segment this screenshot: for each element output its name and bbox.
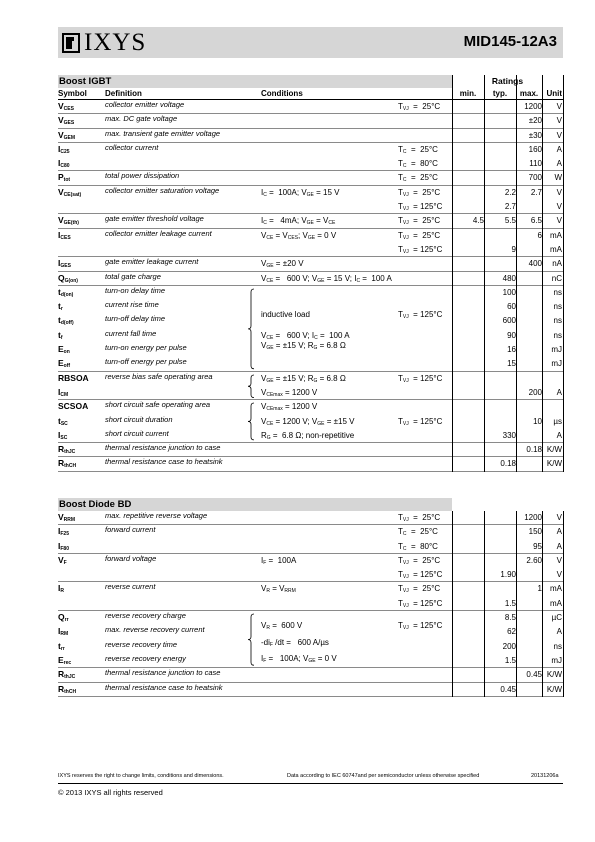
col-typ: typ.	[492, 89, 508, 98]
definition-cell: forward voltage	[105, 553, 157, 563]
unit-cell: mJ	[551, 359, 562, 369]
typ-cell: 330	[502, 430, 516, 440]
unit-cell: V	[556, 116, 562, 126]
typ-cell: 1.5	[504, 655, 516, 665]
col-symbol: Symbol	[58, 89, 87, 98]
symbol-cell: $R_{thCH}$	[58, 683, 77, 695]
temperature-cell: $T_{VJ} = 25^\circ C$	[398, 555, 441, 566]
conditions-cell: $I_F = 100A$	[261, 555, 297, 566]
column-divider	[452, 75, 453, 472]
conditions-cell: $V_{GE} = \pm 20$ V	[261, 259, 304, 270]
symbol-cell: $I_{C25}$	[58, 143, 70, 155]
definition-cell: max. transient gate emitter voltage	[105, 128, 221, 138]
symbol-cell: $Q_{rr}$	[58, 612, 69, 624]
symbol-cell: $I_{C80}$	[58, 158, 70, 170]
definition-cell: turn-on delay time	[105, 285, 166, 295]
max-cell: ±30	[528, 130, 542, 140]
unit-cell: V	[556, 513, 562, 522]
typ-cell: 2.7	[504, 202, 516, 212]
definition-cell: max. DC gate voltage	[105, 114, 178, 124]
symbol-cell: $V_{RRM}$	[58, 512, 76, 523]
definition-cell: current rise time	[105, 300, 159, 310]
symbol-cell: $E_{off}$	[58, 358, 71, 370]
unit-cell: mA	[550, 598, 562, 608]
max-cell: 110	[529, 159, 542, 169]
typ-cell: 15	[507, 359, 516, 369]
symbol-cell: $I_{F25}$	[58, 526, 69, 538]
unit-cell: A	[556, 387, 562, 397]
temperature-cell: $T_{VJ} = 125^\circ C$	[398, 244, 443, 255]
max-cell: 400	[528, 259, 542, 269]
temperature-cell: $T_{VJ} = 125^\circ C$	[398, 373, 443, 384]
unit-cell: V	[556, 555, 562, 565]
typ-cell: 480	[502, 273, 516, 283]
max-cell: 1	[537, 584, 542, 594]
definition-cell: collector current	[105, 142, 159, 152]
typ-cell: 200	[502, 641, 516, 651]
temperature-cell: $T_C = 25^\circ C$	[398, 173, 438, 184]
symbol-cell: $V_{GE(th)}$	[58, 215, 79, 227]
definition-cell: reverse bias safe operating area	[105, 371, 213, 381]
table-row	[58, 143, 563, 157]
definition-cell: turn-off delay time	[105, 314, 166, 324]
typ-cell: 1.5	[504, 598, 516, 608]
definition-cell: short circuit safe operating area	[105, 400, 211, 410]
typ-cell: 9	[511, 244, 516, 254]
definition-cell: thermal resistance junction to case	[105, 668, 221, 678]
column-divider	[516, 75, 517, 472]
section-title: Boost Diode BD	[58, 498, 452, 511]
symbol-cell: $V_{CES}$	[58, 101, 74, 112]
part-number: MID145-12A3	[463, 33, 557, 50]
symbol-cell: $V_{CE(sat)}$	[58, 186, 82, 198]
max-cell: 700	[528, 173, 542, 183]
temperature-cell: $T_{VJ} = 125^\circ C$	[398, 416, 443, 427]
col-conditions: Conditions	[261, 89, 303, 98]
col-min: min.	[459, 89, 477, 98]
temperature-cell: $T_{VJ} = 25^\circ C$	[398, 584, 441, 595]
max-cell: 1200	[524, 513, 542, 522]
symbol-cell: $t_{d(off)}$	[58, 315, 74, 327]
unit-cell: K/W	[546, 670, 562, 680]
temperature-cell: $T_C = 80^\circ C$	[398, 159, 438, 170]
symbol-cell: $t_f$	[58, 329, 63, 341]
unit-cell: A	[556, 144, 562, 154]
boost-igbt-table	[58, 75, 563, 472]
column-divider	[516, 511, 517, 697]
typ-cell: 90	[507, 330, 516, 340]
conditions-cell: $V_R = 600$ V	[261, 621, 303, 632]
diode-rows	[58, 511, 563, 697]
unit-cell: nA	[552, 259, 562, 269]
column-divider	[563, 75, 564, 472]
max-cell: 1200	[524, 102, 542, 111]
definition-cell: reverse recovery charge	[105, 611, 186, 621]
max-cell: 200	[528, 387, 542, 397]
definition-cell: forward current	[105, 525, 156, 535]
symbol-cell: $R_{thCH}$	[58, 458, 77, 470]
symbol-cell: $V_F$	[58, 554, 67, 566]
unit-cell: ns	[553, 316, 562, 326]
definition-cell: thermal resistance junction to case	[105, 443, 221, 453]
symbol-cell: $I_{F80}$	[58, 540, 69, 552]
conditions-cell: $V_{CE} = 600$ V; $V_{GE} = 15$ V; $I_C = 100$ A	[261, 273, 392, 284]
max-cell: 150	[528, 527, 542, 537]
column-divider	[542, 511, 543, 697]
typ-cell: 62	[507, 627, 516, 637]
conditions-cell: $I_C = 4mA$; $V_{GE} = V_{CE}$	[261, 216, 336, 227]
unit-cell: A	[556, 627, 562, 637]
table-row	[58, 554, 563, 568]
unit-cell: A	[556, 159, 562, 169]
col-max: max.	[519, 89, 539, 98]
ratings-label: Ratings	[491, 76, 524, 86]
symbol-cell: $I_{SC}$	[58, 429, 68, 441]
symbol-cell: $Q_{G(on)}$	[58, 272, 78, 284]
typ-cell: 5.5	[504, 216, 516, 226]
typ-cell: 8.5	[504, 613, 516, 623]
footer-divider	[58, 783, 563, 784]
definition-cell: collector emitter saturation voltage	[105, 185, 220, 195]
definition-cell: thermal resistance case to heatsink	[105, 457, 223, 467]
unit-cell: W	[554, 173, 562, 183]
symbol-cell: $I_{GES}$	[58, 258, 71, 270]
definition-cell: current fall time	[105, 328, 157, 338]
unit-cell: V	[556, 202, 562, 212]
definition-cell: short circuit duration	[105, 414, 173, 424]
temperature-cell: $T_{VJ} = 25^\circ C$	[398, 216, 441, 227]
typ-cell: 60	[507, 302, 516, 312]
unit-cell: mA	[550, 244, 562, 254]
ixys-logo	[62, 30, 146, 55]
condition-group-brace	[248, 288, 256, 370]
unit-cell: ns	[553, 330, 562, 340]
typ-cell: 2.2	[504, 187, 516, 197]
conditions-cell: $-di_F$ /dt = 600 A/µs	[261, 637, 329, 648]
ixys-logo-icon	[62, 33, 80, 53]
conditions-cell: $V_{CEmax} = 1200$ V	[261, 387, 318, 398]
section-title: Boost IGBT	[58, 75, 452, 88]
definition-cell: reverse current	[105, 582, 156, 592]
conditions-cell: $V_{GE} = \pm 15$ V; $R_G = 6.8$ Ω	[261, 373, 346, 384]
typ-cell: 100	[502, 287, 516, 297]
column-divider	[563, 511, 564, 697]
definition-cell: reverse recovery energy	[105, 653, 186, 663]
symbol-cell: $R_{thJC}$	[58, 444, 76, 456]
typ-cell: 0.18	[500, 459, 516, 469]
conditions-cell: $I_F = 100A$; $V_{GE} = 0$ V	[261, 653, 337, 664]
definition-cell: reverse recovery time	[105, 639, 178, 649]
table-row	[58, 582, 563, 596]
temperature-cell: $T_{VJ} = 25^\circ C$	[398, 230, 441, 241]
column-divider	[542, 75, 543, 472]
symbol-cell: $R_{thJC}$	[58, 669, 76, 681]
unit-cell: ns	[553, 641, 562, 651]
symbol-cell: $I_{CES}$	[58, 229, 71, 241]
condition-group-brace	[248, 374, 256, 399]
unit-cell: A	[556, 430, 562, 440]
definition-cell: collector emitter leakage current	[105, 228, 212, 238]
conditions-cell: $V_{CE} = 1200$ V; $V_{GE} = \pm 15$ V	[261, 416, 355, 427]
symbol-cell: $I_R$	[58, 583, 64, 595]
table-row	[58, 525, 563, 539]
min-cell: 4.5	[472, 216, 484, 226]
unit-cell: K/W	[546, 445, 562, 455]
unit-cell: µC	[551, 613, 562, 623]
unit-cell: V	[556, 102, 562, 111]
unit-cell: mJ	[551, 345, 562, 355]
conditions-cell: $V_{CEmax} = 1200$ V	[261, 402, 318, 413]
unit-cell: A	[556, 541, 562, 551]
symbol-cell: RBSOA	[58, 372, 89, 383]
unit-cell: mA	[550, 584, 562, 594]
symbol-cell: $t_{d(on)}$	[58, 286, 74, 298]
conditions-cell: $V_{GE} = \pm 15$ V; $R_G = 6.8$ Ω	[261, 341, 346, 352]
typ-cell: 16	[507, 345, 516, 355]
symbol-cell: $t_{SC}$	[58, 415, 68, 427]
temperature-cell: $T_{VJ} = 125^\circ C$	[398, 202, 443, 213]
symbol-cell: SCSOA	[58, 401, 89, 412]
max-cell: 0.45	[526, 670, 542, 680]
column-divider	[484, 511, 485, 697]
symbol-cell: $V_{GEM}$	[58, 129, 76, 141]
max-cell: ±20	[528, 116, 542, 126]
max-cell: 95	[533, 541, 542, 551]
unit-cell: ns	[553, 302, 562, 312]
temperature-cell: $T_C = 80^\circ C$	[398, 541, 438, 552]
igbt-rows	[58, 100, 563, 472]
boost-diode-table	[58, 498, 563, 697]
table-row	[58, 186, 563, 200]
definition-cell: gate emitter leakage current	[105, 257, 199, 267]
max-cell: 6.5	[530, 216, 542, 226]
max-cell: 2.60	[526, 555, 542, 565]
unit-cell: mA	[550, 230, 562, 240]
table-row	[58, 372, 563, 386]
symbol-cell: $t_{rr}$	[58, 640, 65, 652]
condition-group-brace	[248, 613, 256, 666]
temperature-cell: $T_{VJ} = 25^\circ C$	[398, 187, 441, 198]
footer-standard-note: Data according to IEC 60747and per semiconductor unless otherwise specified	[287, 773, 480, 779]
max-cell: 160	[528, 144, 542, 154]
copyright: © 2013 IXYS all rights reserved	[58, 788, 163, 797]
temperature-cell: $T_{VJ} = 125^\circ C$	[398, 621, 443, 632]
page-header	[58, 27, 563, 58]
table-row	[58, 229, 563, 243]
col-unit: Unit	[546, 89, 562, 98]
definition-cell: short circuit current	[105, 428, 169, 438]
col-definition: Definition	[105, 89, 142, 98]
max-cell: 10	[533, 416, 542, 426]
unit-cell: µs	[553, 416, 562, 426]
unit-cell: ns	[553, 287, 562, 297]
temperature-cell: $T_{VJ} = 125^\circ C$	[398, 598, 443, 609]
unit-cell: V	[556, 130, 562, 140]
unit-cell: V	[556, 216, 562, 226]
temperature-cell: $T_{VJ} = 25^\circ C$	[398, 102, 441, 112]
symbol-cell: $E_{rec}$	[58, 654, 72, 666]
symbol-cell: $t_r$	[58, 301, 63, 313]
typ-cell: 600	[502, 316, 516, 326]
unit-cell: mJ	[551, 655, 562, 665]
max-cell: 0.18	[526, 445, 542, 455]
temperature-cell: $T_{VJ} = 25^\circ C$	[398, 513, 441, 523]
logo-text: IXYS	[84, 29, 147, 56]
symbol-cell: $I_{RM}$	[58, 626, 69, 638]
definition-cell: total power dissipation	[105, 171, 180, 181]
definition-cell: thermal resistance case to heatsink	[105, 682, 223, 692]
definition-cell: gate emitter threshold voltage	[105, 214, 204, 224]
conditions-cell: $I_C = 100A$; $V_{GE} = 15$ V	[261, 187, 340, 198]
symbol-cell: $V_{GES}$	[58, 115, 75, 127]
symbol-cell: $I_{CM}$	[58, 386, 69, 398]
footer-disclaimer: IXYS reserves the right to change limits, conditions and dimensions.	[58, 773, 224, 779]
column-divider	[484, 75, 485, 472]
typ-cell: 0.45	[500, 684, 516, 694]
column-divider	[452, 511, 453, 697]
symbol-cell: $P_{tot}$	[58, 172, 71, 184]
footer-revision: 20131206a	[531, 773, 559, 779]
unit-cell: A	[556, 527, 562, 537]
max-cell: 2.7	[530, 187, 542, 197]
typ-cell: 1.90	[500, 570, 516, 580]
unit-cell: K/W	[546, 459, 562, 469]
conditions-cell: $V_{CE} = 600$ V; $I_C = 100$ A	[261, 330, 350, 341]
conditions-cell: $R_G = 6.8$ Ω; non-repetitive	[261, 430, 355, 441]
conditions-cell: $V_{CE} = V_{CES}$; $V_{GE} = 0$ V	[261, 230, 337, 241]
definition-cell: max. repetitive reverse voltage	[105, 511, 208, 520]
temperature-cell: $T_C = 25^\circ C$	[398, 527, 438, 538]
table-row	[58, 457, 563, 471]
unit-cell: V	[556, 570, 562, 580]
temperature-cell: $T_C = 25^\circ C$	[398, 144, 438, 155]
condition-group-brace	[248, 402, 256, 441]
symbol-cell: $E_{on}$	[58, 344, 70, 356]
definition-cell: max. reverse recovery current	[105, 625, 205, 635]
definition-cell: collector emitter voltage	[105, 100, 185, 109]
table-row	[58, 683, 563, 697]
conditions-cell: inductive load	[261, 310, 310, 320]
max-cell: 6	[537, 230, 542, 240]
temperature-cell: $T_{VJ} = 125^\circ C$	[398, 310, 443, 321]
temperature-cell: $T_{VJ} = 125^\circ C$	[398, 570, 443, 581]
unit-cell: K/W	[546, 684, 562, 694]
definition-cell: turn-off energy per pulse	[105, 357, 187, 367]
definition-cell: turn-on energy per pulse	[105, 343, 187, 353]
unit-cell: V	[556, 187, 562, 197]
conditions-cell: $V_R = V_{RRM}$	[261, 584, 296, 595]
definition-cell: total gate charge	[105, 271, 161, 281]
unit-cell: nC	[551, 273, 562, 283]
